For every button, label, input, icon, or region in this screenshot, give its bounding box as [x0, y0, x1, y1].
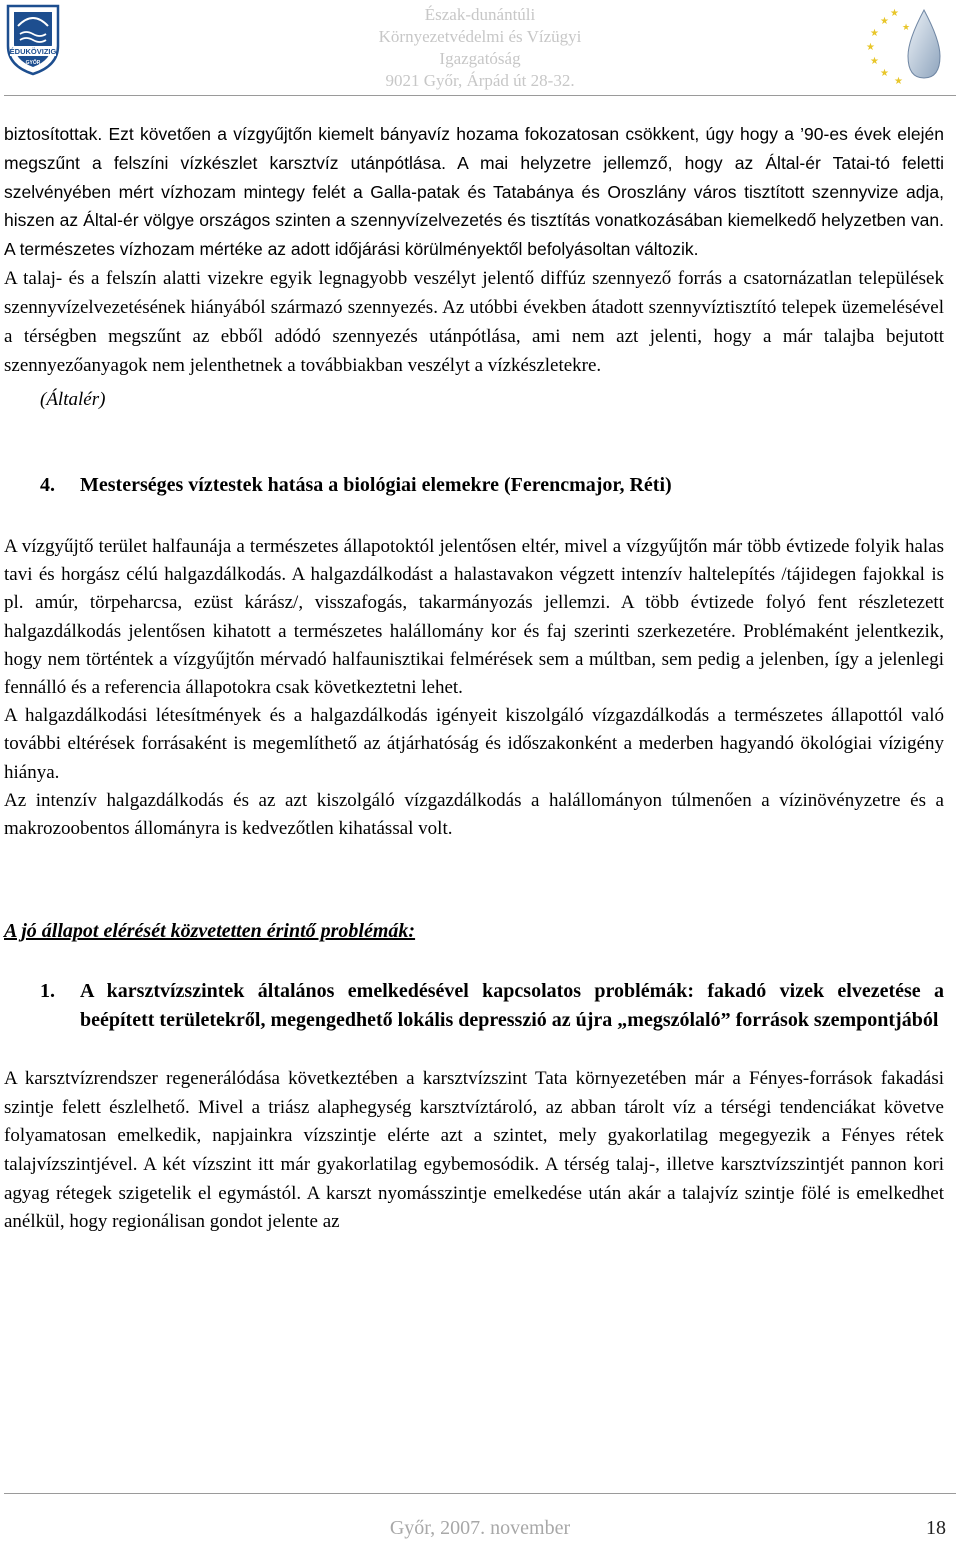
org-name-line2: Környezetvédelmi és Vízügyi Igazgatóság: [378, 27, 582, 68]
paragraph-fish-fauna: A vízgyűjtő terület halfaunája a természetes állapotoktól jelentősen eltér, mivel a vízgyűjtőn már több évtizede folyik halas tavi és horgász célú halgazdálkodás. A halgazdálkodást a halastavakon végzett intenzív haltelepítés /tájidegen fajokkal is pl. amúr, törpeharcsa, ezüst kárász/, visszafogás, takarmányozás jellemzi. A több évtizede folyó fent részletezett halgazdálkodás jelentősen kihatott a természetes halállomány kor és faj szerinti szerkezetére. Problémaként jelentkezik, hogy nem történtek a vízgyűjtőn mérvadó halfaunisztikai felmérések sem a múltban, sem pedig a jelenben, így a jelenlegi fennálló és a referencia állapotokra csak következtetni lehet.: [4, 535, 944, 698]
svg-text:★: ★: [866, 42, 875, 53]
logo-left-text: ÉDUKÖVIZIG: [9, 47, 57, 56]
paragraph-intro-part-b: völgye országos szinten a szennyvízelvezetés és tisztítás vonatkozásában kiemelkedő helyzetben van. A természetes vízhozam mértéke az adott időjárási körülményektől befolyásoltan változik.: [4, 210, 944, 260]
svg-text:★: ★: [880, 16, 889, 27]
org-name-line1: Észak-dunántúli: [424, 5, 536, 24]
paragraph-intro-part-a: biztosítottak. Ezt követően a vízgyűjtőn kiemelt bányavíz hozama fokozatosan csökkent, úgy hogy a ’90-es évek elején megszűnt a felszíni vízkészlet karsztvíz utánpótlása. A mai helyzetre jellemző, hogy az Által-ér Tatai-tó feletti szelvényében mért vízhozam mintegy felét a Galla-patak és Tatabánya és Oroszlány város tisztított szennyvize adja, hiszen az Által-ér: [4, 124, 944, 231]
org-address-line: 9021 Győr, Árpád út 28-32.: [385, 71, 575, 90]
paragraph-intro: [4, 120, 944, 264]
list-item-text: A karsztvízszintek általános emelkedésével kapcsolatos problémák: fakadó vizek elvezetése a beépített területekről, megengedhető lokális depresszió az újra „megszólaló” források szempontjából: [80, 980, 944, 1032]
paragraph-intensive-farming: Az intenzív halgazdálkodás és az azt kiszolgáló vízgazdálkodás a halállományon túlmenően a vízinövényzetre és a makrozoobentos állományra is kedvezőtlen kihatással volt.: [4, 789, 944, 840]
page-number: 18: [926, 1517, 946, 1539]
svg-text:★: ★: [890, 8, 899, 19]
citation: (Általér): [40, 388, 106, 410]
section-heading: [40, 471, 944, 499]
paragraph-fish-facilities: A halgazdálkodási létesítmények és a halgazdálkodás igényeit kiszolgáló vízgazdálkodás a természetes állapottól való további eltérések forrásaként is megemlíthető az átjárhatóság és időszakonként a mederben hagyandó ökológiai vízigény hiánya.: [4, 705, 944, 783]
header-divider: [4, 95, 956, 96]
water-drop-eu-stars-icon: [858, 6, 958, 86]
organization-address: [360, 4, 600, 92]
edukovizig-logo: [4, 4, 62, 76]
section-title: Mesterséges víztestek hatása a biológiai elemekre (Ferencmajor, Réti): [80, 473, 672, 496]
page-header: [0, 0, 960, 92]
problems-heading: A jó állapot elérését közvetetten érintő problémák:: [4, 920, 416, 943]
paragraph-karst: A karsztvízrendszer regenerálódása következtében a karsztvízszint Tata környezetében már a Fényes-források fakadási szintje felett észlelhető. Mivel a triász alaphegység karsztvíztároló, az abban tárolt víz a térségi tendenciákat követve folyamatosan emelkedik, napjainkra vízszintje elérte azt a szintet, mely gyakorlatilag megegyezik a Fényes rétek talajvízszintjével. A két vízszint itt már gyakorlatilag egybemosódik. A térség talaj-, illetve karsztvízszintjét pannon kori agyag rétegek szigetelik el egymástól. A karszt nyomásszintje emelkedése után akár a talajvíz szintje fölé is emelkedhet anélkül, hogy regionálisan gondot jelente az: [4, 1068, 944, 1233]
logo-left-city: GYŐR: [25, 60, 41, 66]
footer-divider: [4, 1493, 956, 1494]
svg-text:★: ★: [902, 22, 911, 32]
list-item: [4, 977, 944, 1035]
section-number: 4.: [40, 473, 55, 496]
paragraph-pollution: A talaj- és a felszín alatti vizekre egyik legnagyobb veszélyt jelentő diffúz szennyező forrás a csatornázatlan települések szennyvízelvezetésének hiányából származó szennyezés. Az utóbbi években átadott szennyvíztisztító telepek üzemelésével a térségben megszűnt az ebből adódó szennyezés utánpótlása, ami nem azt jelenti, hogy a már talajba bejutott szennyezőanyagok nem jelenthetnek a továbbiakban veszélyt a vízkészletekre.: [4, 267, 944, 376]
list-item-number: 1.: [40, 980, 55, 1003]
svg-text:★: ★: [880, 68, 889, 79]
svg-text:★: ★: [870, 28, 879, 39]
problems-list: [4, 977, 944, 1035]
footer-place-date: Győr, 2007. november: [389, 1517, 571, 1539]
svg-text:★: ★: [894, 76, 903, 86]
svg-text:★: ★: [870, 56, 879, 67]
document-body: [4, 120, 944, 1237]
